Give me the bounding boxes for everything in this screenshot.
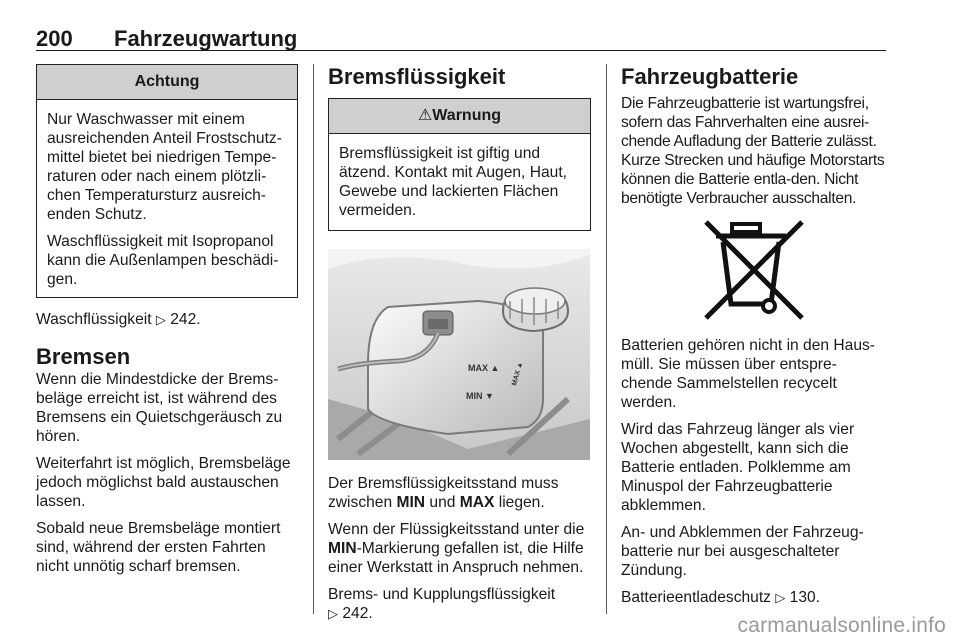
achtung-para: Waschflüssigkeit mit Isopropanol kann die Außenlampen beschädi-gen. [47,233,279,288]
battery-para: Die Fahrzeugbatterie ist wartungsfrei, sofern das Fahrverhalten eine ausrei-chende Aufladung der Batterie zulässt. Kurze Strecken und häufige Motorstarts können die Batterie entla-den. Nicht benötigte Verbraucher ausschalten. [621,95,885,207]
page-ref-icon: ▷ [328,607,338,622]
workshop-para [328,520,591,577]
page-header [36,24,886,51]
battery-para: Wird das Fahrzeug länger als vier Wochen abgestellt, kann sich die Batterie entladen. Polklemme am Minuspol der Fahrzeugbatterie abklemmen. [621,421,855,514]
column-middle [328,64,591,632]
wash-reference [36,310,298,330]
warnung-para: Bremsflüssigkeit ist giftig und ätzend. Kontakt mit Augen, Haut, Gewebe und lackierten Flächen vermeiden. [339,145,567,219]
warnung-title: Warnung [432,107,502,124]
fluid-reference [328,585,591,624]
crossed-bin-icon [621,216,887,324]
achtung-title: Achtung [37,65,297,100]
level-text: Der Bremsflüssigkeitsstand muss zwischen [328,475,559,511]
max-mark-label-side: MAX ▲ [511,361,525,387]
column-left [36,64,298,584]
wash-ref-text: Waschflüssigkeit [36,311,152,328]
min-keyword: MIN [328,540,357,557]
achtung-box [36,64,298,298]
section-title: Fahrzeugwartung [114,26,298,51]
max-keyword: MAX [459,494,495,511]
heading-bremsfluessigkeit: Bremsflüssigkeit [328,64,506,89]
page-ref-icon: ▷ [775,591,786,606]
page-ref-icon: ▷ [155,313,166,328]
link-page-242[interactable]: 242. [170,311,201,328]
warnung-header [329,99,590,134]
warnung-box [328,98,591,231]
page-number: 200 [36,26,73,51]
max-mark-label: MAX ▲ [468,363,500,373]
level-text: und [425,494,460,511]
battery-para: An- und Abklemmen der Fahrzeug-batterie nur bei ausgeschalteter Zündung. [621,524,864,579]
link-page-242[interactable]: 242. [342,605,373,622]
achtung-para: Nur Waschwasser mit einem ausreichenden Anteil Frostschutz-mittel bietet bei niedrigen Tempe-raturen oder nach einem plötzli-chen Temperatursturz ausreich-enden Schutz. [47,111,282,223]
heading-fahrzeugbatterie: Fahrzeugbatterie [621,64,799,89]
fluid-ref-text: Brems- und Kupplungsflüssigkeit [328,586,556,603]
min-mark-label: MIN ▼ [466,391,494,401]
workshop-text: Wenn der Flüssigkeitsstand unter die [328,521,585,538]
battery-para: Batterien gehören nicht in den Haus-müll. Sie müssen über entspre-chende Sammelstellen recycelt werden. [621,337,875,411]
min-keyword: MIN [396,494,426,511]
column-divider [606,64,607,614]
column-right [621,64,887,616]
watermark: carmanualsonline.info [737,614,946,637]
workshop-text: -Markierung gefallen ist, die Hilfe einer Werkstatt in Anspruch nehmen. [328,540,584,576]
brake-fluid-reservoir-image [328,249,590,460]
warning-triangle-icon: ⚠ [417,107,433,124]
battery-ref-text: Batterieentladeschutz [621,589,771,606]
bremsen-para: Weiterfahrt ist möglich, Bremsbeläge jedoch möglichst bald austauschen lassen. [36,455,291,510]
level-para [328,474,591,512]
level-text: liegen. [494,494,545,511]
column-divider [313,64,314,614]
bremsen-para: Sobald neue Bremsbeläge montiert sind, während der ersten Fahrten nicht unnötig scharf bremsen. [36,520,281,575]
link-page-130[interactable]: 130. [789,589,821,606]
bremsen-para: Wenn die Mindestdicke der Brems-beläge erreicht ist, ist während des Bremsens ein Quietschgeräusch zu hören. [36,371,283,445]
battery-reference [621,588,887,608]
heading-bremsen: Bremsen [36,344,131,369]
